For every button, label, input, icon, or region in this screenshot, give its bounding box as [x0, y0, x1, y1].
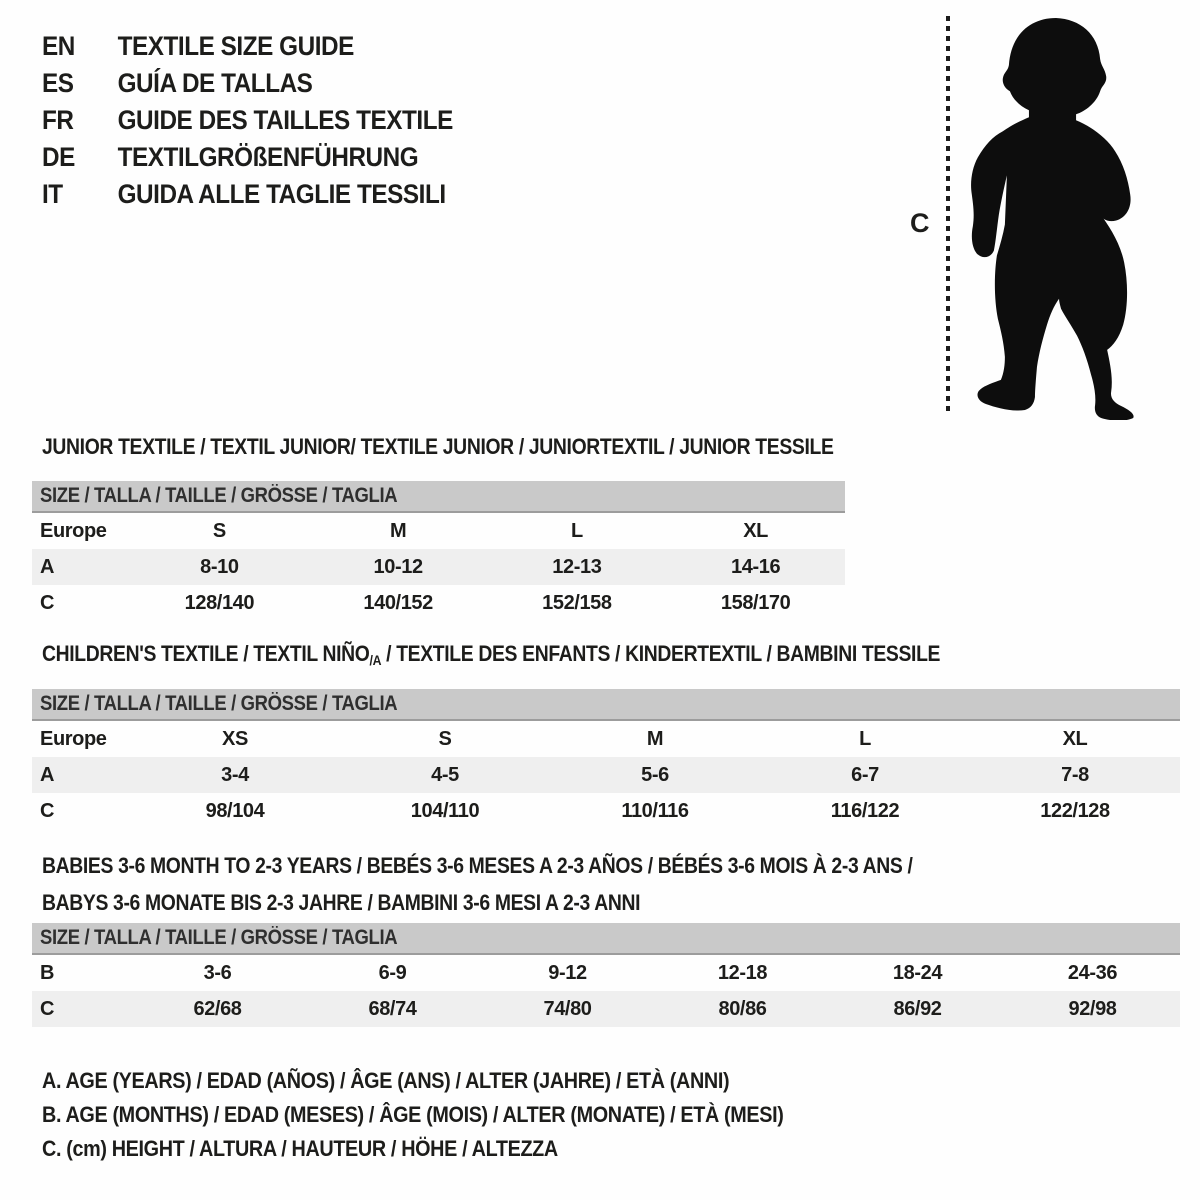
table-cell: M — [389, 520, 407, 542]
language-item — [42, 139, 453, 176]
table-cell: 92/98 — [1068, 998, 1117, 1020]
table-row-height — [32, 991, 1180, 1027]
row-label: A — [40, 764, 55, 786]
babies-section-title — [42, 847, 1031, 921]
language-title: GUIDA ALLE TAGLIE TESSILI — [117, 179, 446, 209]
table-row-age-months — [32, 955, 1180, 991]
size-header-label: SIZE / TALLA / TAILLE / GRÖSSE / TAGLIA — [40, 692, 398, 715]
language-list — [42, 28, 499, 213]
language-item — [42, 102, 453, 139]
language-code: DE — [42, 142, 75, 172]
table-cell: 4-5 — [431, 764, 459, 786]
language-code: EN — [42, 31, 75, 61]
table-cell: 7-8 — [1061, 764, 1089, 786]
table-cell: XL — [743, 520, 768, 542]
size-header-bar — [32, 923, 1180, 955]
language-code: ES — [42, 68, 74, 98]
language-title: TEXTILGRÖßENFÜHRUNG — [117, 142, 419, 172]
size-header-label: SIZE / TALLA / TAILLE / GRÖSSE / TAGLIA — [40, 484, 398, 507]
table-cell: 12-13 — [552, 556, 602, 578]
children-section-title — [42, 641, 1063, 668]
table-cell: S — [438, 728, 452, 750]
height-measure-dashed-line — [946, 16, 950, 416]
junior-section-title-text: JUNIOR TEXTILE / TEXTIL JUNIOR/ TEXTILE JUNIOR / JUNIORTEXTIL / JUNIOR TESSILE — [42, 434, 834, 459]
children-section-title-text — [42, 641, 940, 668]
table-cell: 12-18 — [717, 962, 768, 984]
table-row-europe — [32, 513, 845, 549]
table-cell: 3-6 — [203, 962, 232, 984]
legend-item-c: C. (cm) HEIGHT / ALTURA / HAUTEUR / HÖHE / ALTEZZA — [42, 1136, 558, 1161]
table-cell: 10-12 — [373, 556, 423, 578]
children-size-table — [32, 689, 1180, 829]
table-cell: 86/92 — [893, 998, 942, 1020]
babies-title-line1: BABIES 3-6 MONTH TO 2-3 YEARS / BEBÉS 3-6 MESES A 2-3 AÑOS / BÉBÉS 3-6 MOIS À 2-3 ANS / — [42, 853, 913, 878]
table-cell: 62/68 — [193, 998, 242, 1020]
table-cell: 3-4 — [221, 764, 249, 786]
babies-size-table — [32, 923, 1180, 1027]
junior-section-title — [42, 434, 941, 460]
legend — [42, 1064, 866, 1166]
measure-c-label: C — [910, 208, 930, 238]
row-label: C — [40, 998, 55, 1020]
row-label: Europe — [40, 728, 107, 750]
table-cell: 122/128 — [1040, 800, 1110, 822]
language-item — [42, 176, 453, 213]
language-code: FR — [42, 105, 74, 135]
table-cell: 9-12 — [548, 962, 587, 984]
table-row-age — [32, 549, 845, 585]
row-label: C — [40, 592, 55, 614]
table-cell: 110/116 — [621, 800, 689, 822]
table-row-europe — [32, 721, 1180, 757]
table-cell: 68/74 — [368, 998, 417, 1020]
table-cell: L — [859, 728, 871, 750]
table-cell: M — [646, 728, 664, 750]
language-item — [42, 28, 453, 65]
size-header-label: SIZE / TALLA / TAILLE / GRÖSSE / TAGLIA — [40, 926, 398, 949]
table-cell: L — [570, 520, 583, 542]
table-row-age — [32, 757, 1180, 793]
language-code: IT — [42, 179, 63, 209]
table-cell: 24-36 — [1067, 962, 1118, 984]
legend-item-a: A. AGE (YEARS) / EDAD (AÑOS) / ÂGE (ANS) / ALTER (JAHRE) / ETÀ (ANNI) — [42, 1068, 730, 1093]
children-title-sub: /A — [369, 652, 382, 668]
table-cell: 74/80 — [543, 998, 592, 1020]
row-label: A — [40, 556, 55, 578]
junior-size-table — [32, 481, 845, 621]
babies-title-line2: BABYS 3-6 MONATE BIS 2-3 JAHRE / BAMBINI 3-6 MESI A 2-3 ANNI — [42, 890, 641, 915]
children-title-rest: / TEXTILE DES ENFANTS / KINDERTEXTIL / BAMBINI TESSILE — [381, 641, 941, 666]
table-cell: 128/140 — [184, 592, 255, 614]
table-cell: 18-24 — [892, 962, 943, 984]
children-title-main: CHILDREN'S TEXTILE / TEXTIL NIÑO — [42, 641, 370, 666]
table-cell: 8-10 — [200, 556, 239, 578]
toddler-silhouette — [960, 14, 1138, 420]
size-header-bar — [32, 689, 1180, 721]
table-cell: 116/122 — [830, 800, 900, 822]
table-cell: 140/152 — [363, 592, 433, 614]
row-label: C — [40, 800, 55, 822]
table-cell: 158/170 — [720, 592, 791, 614]
table-cell: 80/86 — [718, 998, 767, 1020]
table-cell: 6-9 — [378, 962, 407, 984]
language-title: GUIDE DES TAILLES TEXTILE — [117, 105, 453, 135]
table-cell: XL — [1062, 728, 1088, 750]
size-header-bar — [32, 481, 845, 513]
table-cell: 6-7 — [851, 764, 879, 786]
table-cell: S — [212, 520, 226, 542]
language-title: GUÍA DE TALLAS — [117, 68, 313, 98]
table-row-height — [32, 585, 845, 621]
table-cell: 5-6 — [641, 764, 669, 786]
table-cell: 14-16 — [731, 556, 781, 578]
row-label: Europe — [40, 520, 107, 542]
language-title: TEXTILE SIZE GUIDE — [117, 31, 354, 61]
table-cell: 152/158 — [542, 592, 612, 614]
legend-item-b: B. AGE (MONTHS) / EDAD (MESES) / ÂGE (MOIS) / ALTER (MONATE) / ETÀ (MESI) — [42, 1102, 784, 1127]
table-row-height — [32, 793, 1180, 829]
table-cell: XS — [222, 728, 248, 750]
language-item — [42, 65, 453, 102]
table-cell: 98/104 — [205, 800, 265, 822]
row-label: B — [40, 962, 55, 984]
table-cell: 104/110 — [410, 800, 480, 822]
